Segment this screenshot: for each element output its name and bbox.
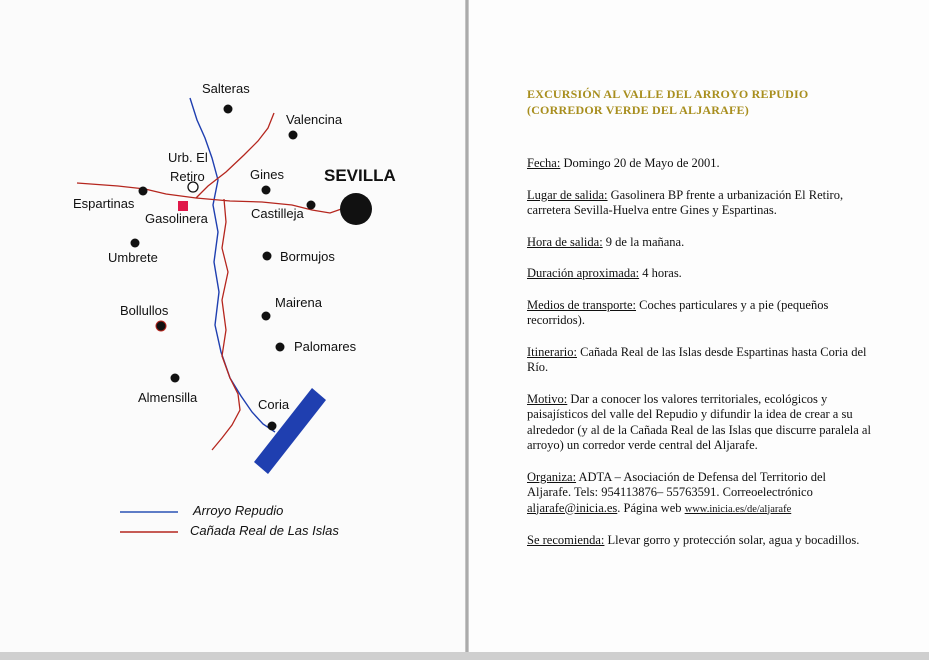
- entry-hora: [527, 235, 872, 251]
- entry-duracion: [527, 266, 872, 282]
- label-retiro: Retiro: [170, 169, 205, 184]
- lugar-label: Lugar de salida:: [527, 187, 608, 202]
- itinerario-value: Cañada Real de las Islas desde Espartinas hasta Coria del Río.: [527, 344, 867, 374]
- route-map: [0, 0, 466, 560]
- dot-salteras: [224, 105, 233, 114]
- gasolinera-marker: [178, 201, 188, 211]
- duracion-value: 4 horas.: [642, 266, 682, 280]
- dot-bormujos: [263, 252, 272, 261]
- entry-recomienda: [527, 533, 872, 549]
- legend-arroyo-label: Arroyo Repudio: [193, 503, 284, 518]
- label-coria: Coria: [258, 397, 290, 412]
- title-line-1: EXCURSIÓN AL VALLE DEL ARROYO REPUDIO: [527, 87, 809, 101]
- entry-organiza: [527, 470, 872, 518]
- label-almensilla: Almensilla: [138, 390, 198, 405]
- medios-value: Coches particulares y a pie (pequeños recorridos).: [527, 297, 829, 327]
- fecha-label: Fecha:: [527, 156, 561, 170]
- dot-almensilla: [171, 374, 180, 383]
- dot-sevilla: [340, 193, 372, 225]
- entry-fecha: [527, 156, 872, 172]
- entry-medios: [527, 298, 872, 329]
- hora-value: 9 de la mañana.: [605, 234, 685, 249]
- dot-umbrete: [131, 239, 140, 248]
- dot-gines: [262, 186, 271, 195]
- lugar-value: Gasolinera BP frente a urbanización El Retiro, carretera Sevilla-Huelva entre Gines y Espartinas.: [527, 187, 844, 217]
- recomienda-value: Llevar gorro y protección solar, agua y bocadillos.: [607, 533, 860, 547]
- fecha-value: Domingo 20 de Mayo de 2001.: [563, 156, 720, 170]
- entry-lugar: [527, 188, 872, 219]
- label-espartinas: Espartinas: [73, 196, 135, 211]
- page-bottom-edge: [0, 652, 929, 660]
- duracion-label: Duración aproximada:: [527, 266, 640, 280]
- label-valencina: Valencina: [286, 112, 343, 127]
- hora-label: Hora de salida:: [527, 234, 603, 249]
- label-palomares: Palomares: [294, 339, 357, 354]
- dot-mairena: [262, 312, 271, 321]
- label-umbrete: Umbrete: [108, 250, 158, 265]
- motivo-label: Motivo:: [527, 391, 568, 406]
- entry-itinerario: [527, 345, 872, 376]
- label-mairena: Mairena: [275, 295, 322, 310]
- label-gasolinera: Gasolinera: [145, 211, 208, 226]
- dot-coria: [268, 422, 277, 431]
- dot-valencina: [289, 131, 298, 140]
- label-sevilla: SEVILLA: [324, 166, 396, 185]
- itinerario-label: Itinerario:: [527, 344, 577, 359]
- label-salteras: Salteras: [202, 81, 250, 96]
- dot-bollullos: [156, 321, 166, 331]
- web-prefix: . Página web: [617, 500, 682, 515]
- title-line-2: (CORREDOR VERDE DEL ALJARAFE): [527, 103, 749, 117]
- label-gines: Gines: [250, 167, 284, 182]
- recomienda-label: Se recomienda:: [527, 533, 605, 547]
- label-bollullos: Bollullos: [120, 303, 169, 318]
- motivo-value: Dar a conocer los valores territoriales, ecológicos y paisajísticos del valle del Repudio y difundir la idea de crear a su alrededor (y al de la Cañada Real de las Islas que discurre paralela al arroyo) un corredor verde central del Aljarafe.: [527, 391, 871, 452]
- email-link[interactable]: aljarafe@inicia.es: [527, 500, 618, 515]
- dot-espartinas: [139, 187, 148, 196]
- label-castilleja: Castilleja: [251, 206, 304, 221]
- entry-motivo: [527, 392, 872, 454]
- label-urb-el: Urb. El: [168, 150, 208, 165]
- organiza-label: Organiza:: [527, 469, 577, 484]
- web-link[interactable]: www.inicia.es/de/aljarafe: [684, 503, 792, 515]
- dot-palomares: [276, 343, 285, 352]
- organiza-value: ADTA – Asociación de Defensa del Territorio del Aljarafe. Tels: 954113876– 55763591. Correoelectrónico: [527, 469, 826, 499]
- medios-label: Medios de transporte:: [527, 297, 637, 312]
- legend-canada-label: Cañada Real de Las Islas: [190, 523, 339, 538]
- label-bormujos: Bormujos: [280, 249, 335, 264]
- excursion-info: [527, 86, 872, 565]
- dot-castilleja: [307, 201, 316, 210]
- excursion-title: [527, 86, 872, 118]
